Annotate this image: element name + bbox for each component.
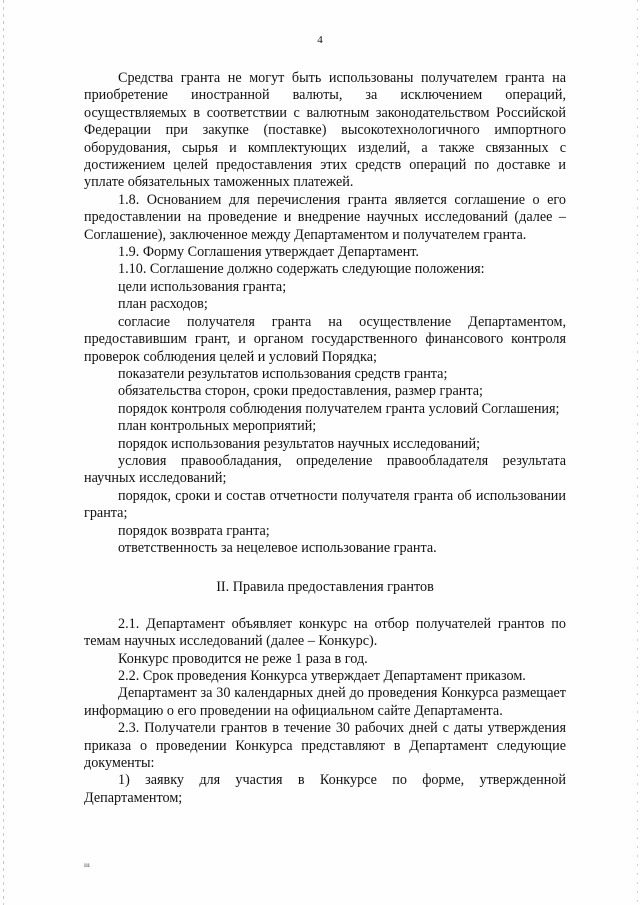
scan-edge-right xyxy=(637,0,638,905)
paragraph-2-2: 2.2. Срок проведения Конкурса утверждает Департамент приказом. xyxy=(118,668,526,684)
paragraph-1-10: 1.10. Соглашение должно содержать следующие положения: xyxy=(118,261,485,278)
list-item: порядок возврата гранта; xyxy=(118,522,270,539)
list-item: согласие получателя гранта на осуществление Департаментом, предоставившим грант, и органом государственного финансового контроля проверок соблюдения целей и условий Порядка; xyxy=(84,313,566,365)
list-item: порядок контроля соблюдения получателем гранта условий Соглашения; xyxy=(118,400,560,417)
list-item: порядок, сроки и состав отчетности получателя гранта об использовании гранта; xyxy=(84,487,566,522)
list-item: 1) заявку для участия в Конкурсе по форме, утвержденной Департаментом; xyxy=(84,772,566,806)
paragraph-frequency: Конкурс проводится не реже 1 раза в год. xyxy=(118,650,368,667)
footer-mark: ııı xyxy=(84,861,90,869)
scan-edge-left xyxy=(3,0,4,905)
paragraph-2-3: 2.3. Получатели грантов в течение 30 рабочих дней с даты утверждения приказа о проведении Конкурса представляют в Департамент следующие документы: xyxy=(84,720,566,772)
section-heading: II. Правила предоставления грантов xyxy=(216,579,434,596)
paragraph-announcement: Департамент за 30 календарных дней до проведения Конкурса размещает информацию о его проведении на официальном сайте Департамента. xyxy=(84,685,566,719)
list-item: цели использования гранта; xyxy=(118,278,287,295)
paragraph-2-1: 2.1. Департамент объявляет конкурс на отбор получателей грантов по темам научных исследований (далее – Конкурс). xyxy=(84,615,566,650)
list-item: порядок использования результатов научных исследований; xyxy=(118,435,481,452)
list-item: условия правообладания, определение правообладателя результата научных исследований; xyxy=(84,452,566,487)
paragraph-1-8: 1.8. Основанием для перечисления гранта является соглашение о его предоставлении на проведение и внедрение научных исследований (далее – Соглашение), заключенное между Департаментом и получателем гранта. xyxy=(84,191,566,243)
paragraph-funds-restriction: Средства гранта не могут быть использованы получателем гранта на приобретение иностранной валюты, за исключением операций, осуществляемых в соответствии с валютным законодательством Российской Федерации при закупке (поставке) высокотехнологичного импортного оборудования, сырья и комплектующих изделий, а также связанных с достижением целей предоставления этих средств операций по доставке и уплате обязательных таможенных платежей. xyxy=(84,70,566,191)
list-item: ответственность за нецелевое использование гранта. xyxy=(118,539,437,556)
list-item: план контрольных мероприятий; xyxy=(118,418,317,435)
paragraph-1-9: 1.9. Форму Соглашения утверждает Департамент. xyxy=(118,244,419,261)
list-item: план расходов; xyxy=(118,296,208,313)
list-item: обязательства сторон, сроки предоставления, размер гранта; xyxy=(118,383,483,400)
list-item: показатели результатов использования средств гранта; xyxy=(118,365,448,382)
page-number: 4 xyxy=(317,34,323,46)
document-body xyxy=(84,70,566,807)
